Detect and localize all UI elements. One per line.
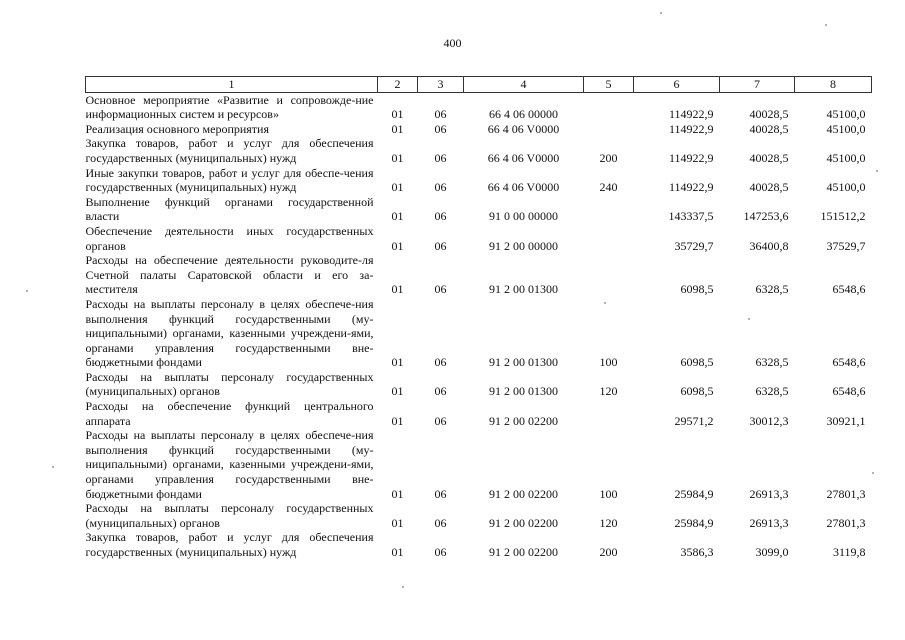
amount-year-2: 6328,5 [755,282,789,297]
amount-year-2: 36400,8 [749,238,789,253]
table-row [86,195,872,224]
amount-year-2: 26913,3 [749,515,789,530]
table-row [86,501,872,530]
amount-year-3: 6548,6 [832,282,866,297]
scan-speck [660,12,662,14]
scan-speck [52,466,54,468]
section-code: 01 [391,486,404,501]
amount-year-1: 143337,5 [668,209,714,224]
expense-name: Реализация основного мероприятия [85,121,269,136]
subsection-code: 06 [434,107,447,122]
expense-type-code: 120 [599,515,618,530]
expense-name: Расходы на обеспечение деятельности руководите-ля Счетной палаты Саратовской области и его за-местителя [85,253,374,297]
budget-table [85,76,872,560]
amount-year-2: 6328,5 [755,355,789,370]
subsection-code: 06 [434,282,447,297]
amount-year-1: 6098,5 [680,384,714,399]
target-article-code: 66 4 06 V0000 [487,121,560,136]
expense-name: Расходы на выплаты персоналу в целях обеспече-ния выполнения функций государственными (му-ниципальными) органами, казенными учреждени-ями, органами управления государственными вне-бюджетными фондами [85,428,374,501]
amount-year-1: 3586,3 [680,545,714,559]
table-row [86,399,872,428]
amount-year-3: 45100,0 [826,150,866,165]
section-code: 01 [391,413,404,428]
header-col-2: 2 [378,77,418,93]
expense-name: Иные закупки товаров, работ и услуг для обеспе-чения государственных (муниципальных) нужд [85,165,374,195]
expense-type-code [584,92,634,122]
table-header [86,77,872,93]
section-code: 01 [391,384,404,399]
table-row [86,428,872,501]
target-article-code: 91 2 00 00000 [489,238,558,253]
amount-year-2: 40028,5 [749,107,789,122]
amount-year-1: 114922,9 [668,150,714,165]
expense-type-code: 240 [599,180,618,195]
amount-year-1: 29571,2 [674,413,714,428]
expense-name: Основное мероприятие «Развитие и сопровожде-ние информационных систем и ресурсов» [85,92,374,122]
amount-year-2: 30012,3 [749,413,789,428]
amount-year-3: 45100,0 [826,107,866,122]
header-col-6: 6 [634,77,720,93]
expense-type-code: 200 [599,545,618,559]
subsection-code: 06 [434,515,447,530]
amount-year-2: 26913,3 [749,486,789,501]
table-row [86,297,872,370]
target-article-code: 91 2 00 02200 [489,486,558,501]
amount-year-3: 45100,0 [826,121,866,136]
amount-year-3: 45100,0 [826,180,866,195]
scan-speck [876,170,878,172]
section-code: 01 [391,238,404,253]
amount-year-1: 35729,7 [674,238,714,253]
section-code: 01 [391,282,404,297]
expense-name: Обеспечение деятельности иных государственных органов [85,223,374,253]
scan-speck [604,302,606,304]
amount-year-3: 151512,2 [820,209,866,224]
table-row [86,253,872,297]
expense-type-code [584,399,634,428]
amount-year-3: 27801,3 [826,515,866,530]
table-body [86,92,872,560]
table-row [86,166,872,195]
subsection-code: 06 [434,180,447,195]
amount-year-2: 147253,6 [743,209,789,224]
expense-type-code: 100 [599,355,618,370]
amount-year-1: 114922,9 [668,121,714,136]
subsection-code: 06 [434,384,447,399]
subsection-code: 06 [434,355,447,370]
table-row [86,92,872,122]
subsection-code: 06 [434,545,447,559]
expense-name: Выполнение функций органами государственной власти [85,194,374,224]
subsection-code: 06 [434,413,447,428]
expense-name: Расходы на обеспечение функций центрального аппарата [85,399,374,428]
scan-speck [402,586,404,588]
section-code: 01 [391,107,404,122]
amount-year-1: 114922,9 [668,107,714,122]
amount-year-3: 30921,1 [826,413,866,428]
target-article-code: 91 2 00 02200 [489,545,558,559]
table-row [86,122,872,137]
scan-speck [872,472,874,474]
header-col-1: 1 [86,77,378,93]
subsection-code: 06 [434,209,447,224]
amount-year-1: 25984,9 [674,515,714,530]
expense-type-code [584,253,634,297]
section-code: 01 [391,209,404,224]
amount-year-3: 3119,8 [832,545,866,559]
scan-speck [825,24,827,26]
target-article-code: 91 0 00 00000 [489,209,558,224]
expense-name: Расходы на выплаты персоналу государственных (муниципальных) органов [85,369,374,399]
table-row [86,530,872,559]
section-code: 01 [391,150,404,165]
table-row [86,136,872,165]
section-code: 01 [391,355,404,370]
scan-speck [26,290,28,292]
amount-year-1: 6098,5 [680,355,714,370]
scan-speck [748,318,750,320]
expense-name: Закупка товаров, работ и услуг для обеспечения государственных (муниципальных) нужд [85,530,374,559]
page-number: 400 [443,36,462,50]
target-article-code: 66 4 06 V0000 [487,150,560,165]
subsection-code: 06 [434,121,447,136]
header-row [86,77,872,93]
target-article-code: 91 2 00 01300 [489,355,558,370]
expense-name: Расходы на выплаты персоналу государственных (муниципальных) органов [85,501,374,530]
header-col-8: 8 [795,77,872,93]
amount-year-2: 40028,5 [749,150,789,165]
expense-type-code: 200 [599,150,618,165]
section-code: 01 [391,515,404,530]
header-col-5: 5 [584,77,634,93]
section-code: 01 [391,121,404,136]
amount-year-2: 40028,5 [749,180,789,195]
amount-year-1: 6098,5 [680,282,714,297]
amount-year-3: 37529,7 [826,238,866,253]
target-article-code: 91 2 00 02200 [489,413,558,428]
header-col-3: 3 [418,77,464,93]
subsection-code: 06 [434,238,447,253]
expense-type-code: 120 [599,384,618,399]
amount-year-3: 6548,6 [832,355,866,370]
amount-year-2: 40028,5 [749,121,789,136]
expense-type-code [584,122,634,137]
header-col-4: 4 [464,77,584,93]
section-code: 01 [391,545,404,559]
table-row [86,370,872,399]
subsection-code: 06 [434,486,447,501]
table-row [86,224,872,253]
amount-year-1: 25984,9 [674,486,714,501]
expense-name: Расходы на выплаты персоналу в целях обеспече-ния выполнения функций государственными (му-ниципальными) органами, казенными учреждени-ями, органами управления государственными вне-бюджетными фондами [85,296,374,370]
expense-type-code: 100 [599,486,618,501]
subsection-code: 06 [434,150,447,165]
amount-year-2: 3099,0 [755,545,789,559]
section-code: 01 [391,180,404,195]
target-article-code: 66 4 06 00000 [489,107,558,122]
target-article-code: 91 2 00 01300 [489,282,558,297]
amount-year-2: 6328,5 [755,384,789,399]
budget-table-container [85,76,871,560]
expense-name: Закупка товаров, работ и услуг для обеспечения государственных (муниципальных) нужд [85,136,374,165]
amount-year-1: 114922,9 [668,180,714,195]
expense-type-code [584,224,634,253]
amount-year-3: 6548,6 [832,384,866,399]
expense-type-code [584,195,634,224]
target-article-code: 91 2 00 01300 [489,384,558,399]
header-col-7: 7 [720,77,795,93]
amount-year-3: 27801,3 [826,486,866,501]
target-article-code: 91 2 00 02200 [489,515,558,530]
target-article-code: 66 4 06 V0000 [487,180,560,195]
